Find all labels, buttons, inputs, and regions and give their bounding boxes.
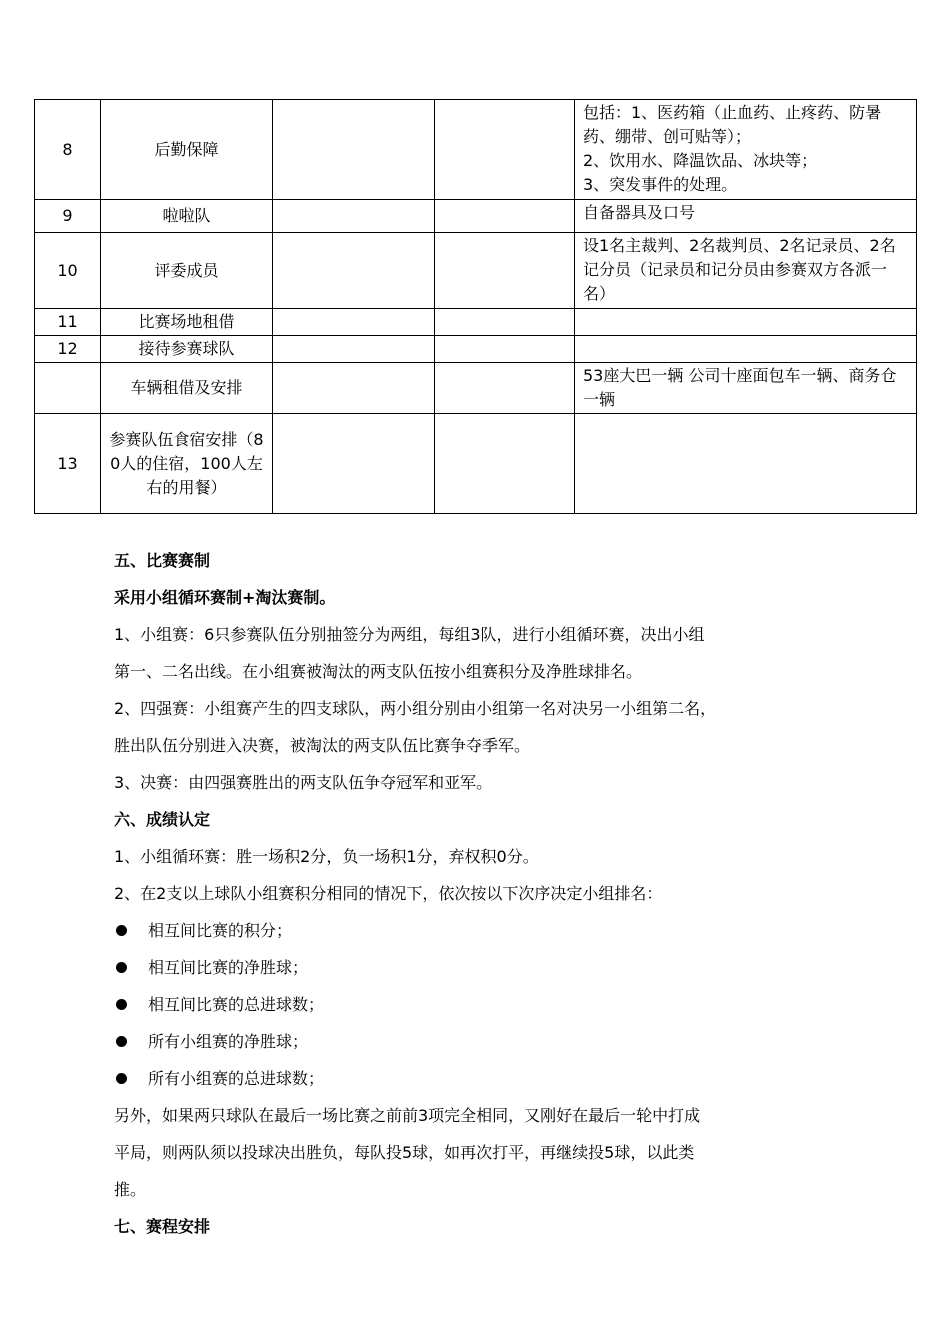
note-cell bbox=[575, 100, 917, 200]
section-5-subheading: 采用小组循环赛制+淘汰赛制。 bbox=[114, 588, 336, 607]
table-row bbox=[35, 336, 917, 363]
paragraph: 3、决赛：由四强赛胜出的两支队伍争夺冠军和亚军。 bbox=[114, 773, 493, 792]
empty-cell bbox=[435, 200, 575, 233]
row-number-cell: 8 bbox=[35, 100, 101, 200]
note-line: 2、饮用水、降温饮品、冰块等； bbox=[583, 151, 818, 170]
paragraph: 胜出队伍分别进入决赛，被淘汰的两支队伍比赛争夺季军。 bbox=[114, 736, 531, 755]
bullet-item bbox=[114, 1023, 834, 1060]
item-name-cell: 接待参赛球队 bbox=[101, 336, 273, 363]
section-5-heading: 五、比赛赛制 bbox=[114, 551, 211, 570]
bullet-text: 相互间比赛的积分； bbox=[148, 921, 293, 940]
bullet-dot-icon bbox=[116, 925, 127, 936]
table-body bbox=[35, 100, 917, 514]
bullet-text: 相互间比赛的总进球数； bbox=[148, 995, 325, 1014]
paragraph: 1、小组赛：6只参赛队伍分别抽签分为两组，每组3队，进行小组循环赛，决出小组 bbox=[114, 625, 705, 644]
empty-cell bbox=[435, 309, 575, 336]
paragraph: 2、在2支以上球队小组赛积分相同的情况下，依次按以下次序决定小组排名： bbox=[114, 884, 663, 903]
item-name-cell: 后勤保障 bbox=[101, 100, 273, 200]
item-name-cell: 参赛队伍食宿安排（80人的住宿，100人左右的用餐） bbox=[101, 414, 273, 514]
table-row bbox=[35, 363, 917, 414]
note-line: 包括：1、医药箱（止血药、止疼药、防暑药、绷带、创可贴等）； bbox=[583, 103, 882, 146]
empty-cell bbox=[273, 233, 435, 309]
note-cell bbox=[575, 336, 917, 363]
paragraph: 1、小组循环赛：胜一场积2分，负一场积1分，弃权积0分。 bbox=[114, 847, 539, 866]
empty-cell bbox=[273, 336, 435, 363]
note-cell bbox=[575, 200, 917, 233]
note-line: 53座大巴一辆 公司十座面包车一辆、商务仓一辆 bbox=[583, 366, 897, 409]
note-cell bbox=[575, 309, 917, 336]
note-cell bbox=[575, 363, 917, 414]
empty-cell bbox=[435, 233, 575, 309]
table-row bbox=[35, 414, 917, 514]
item-name-cell: 比赛场地租借 bbox=[101, 309, 273, 336]
row-number-cell: 11 bbox=[35, 309, 101, 336]
bullet-item bbox=[114, 912, 834, 949]
bullet-text: 所有小组赛的净胜球； bbox=[148, 1032, 309, 1051]
bullet-dot-icon bbox=[116, 1036, 127, 1047]
empty-cell bbox=[435, 100, 575, 200]
note-cell bbox=[575, 233, 917, 309]
bullet-dot-icon bbox=[116, 999, 127, 1010]
item-name-cell: 啦啦队 bbox=[101, 200, 273, 233]
item-name-cell: 车辆租借及安排 bbox=[101, 363, 273, 414]
row-number-cell: 9 bbox=[35, 200, 101, 233]
bullet-item bbox=[114, 949, 834, 986]
row-number-cell: 13 bbox=[35, 414, 101, 514]
document-body bbox=[114, 542, 834, 1245]
bullet-text: 所有小组赛的总进球数； bbox=[148, 1069, 325, 1088]
empty-cell bbox=[435, 363, 575, 414]
arrangement-table bbox=[34, 99, 917, 514]
table-row bbox=[35, 309, 917, 336]
empty-cell bbox=[273, 309, 435, 336]
bullet-dot-icon bbox=[116, 1073, 127, 1084]
paragraph: 推。 bbox=[114, 1180, 147, 1199]
paragraph: 平局，则两队须以投球决出胜负，每队投5球，如再次打平，再继续投5球，以此类 bbox=[114, 1143, 695, 1162]
table-row bbox=[35, 233, 917, 309]
empty-cell bbox=[273, 414, 435, 514]
empty-cell bbox=[273, 363, 435, 414]
row-number-cell: 10 bbox=[35, 233, 101, 309]
row-number-cell: 12 bbox=[35, 336, 101, 363]
empty-cell bbox=[435, 414, 575, 514]
paragraph: 2、四强赛：小组赛产生的四支球队，两小组分别由小组第一名对决另一小组第二名， bbox=[114, 699, 717, 718]
note-line: 设1名主裁判、2名裁判员、2名记录员、2名记分员（记录员和记分员由参赛双方各派一名） bbox=[583, 236, 896, 303]
paragraph: 第一、二名出线。在小组赛被淘汰的两支队伍按小组赛积分及净胜球排名。 bbox=[114, 662, 643, 681]
note-cell bbox=[575, 414, 917, 514]
bullet-dot-icon bbox=[116, 962, 127, 973]
section-6-heading: 六、成绩认定 bbox=[114, 810, 211, 829]
item-name-cell: 评委成员 bbox=[101, 233, 273, 309]
bullet-item bbox=[114, 1060, 834, 1097]
paragraph: 另外，如果两只球队在最后一场比赛之前前3项完全相同，又刚好在最后一轮中打成 bbox=[114, 1106, 701, 1125]
empty-cell bbox=[273, 200, 435, 233]
bullet-item bbox=[114, 986, 834, 1023]
empty-cell bbox=[273, 100, 435, 200]
table-row bbox=[35, 100, 917, 200]
row-number-cell bbox=[35, 363, 101, 414]
note-line: 自备器具及口号 bbox=[583, 203, 696, 222]
empty-cell bbox=[435, 336, 575, 363]
section-7-heading: 七、赛程安排 bbox=[114, 1217, 211, 1236]
note-line: 3、突发事件的处理。 bbox=[583, 175, 738, 194]
table-row bbox=[35, 200, 917, 233]
bullet-text: 相互间比赛的净胜球； bbox=[148, 958, 309, 977]
